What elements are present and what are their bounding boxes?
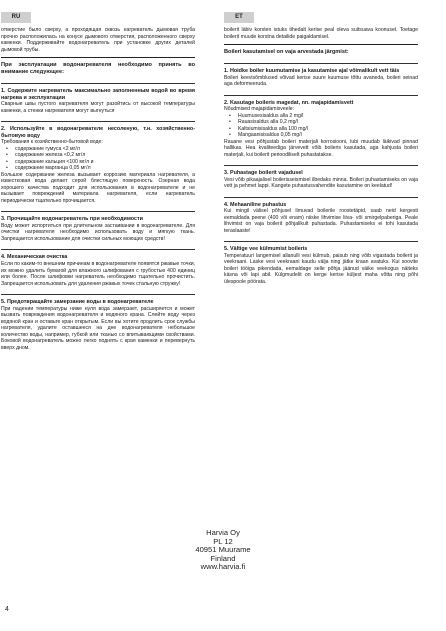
water-requirements-list [1,146,195,172]
language-tag-ru: RU [1,12,31,23]
section-3-body: Vesi võib pikaajalisel boilerisseismisel ilbedaks minna. Boileri puhastamiseks on vaja vett ja pehmet lappi. Kangete puhastusvahendite kasutamine on keelatud! [224,176,418,190]
section-2-intro: Nõudmised majapidamisveele: [224,106,295,113]
list-item: • Mangaanisisaldus 0,05 mg/l [238,132,418,139]
section-5 [1,295,195,354]
section-5-body: При падении температуры ниже нуля вода замерзает, расширяется и может вызвать повреждения водонагревателя и водяного крана. Слейте воду через водяной кран и оставьте кран открытым. Если вы хотите продлить срок службы нагревателя, удалите оставшееся на дне водонагревателя небольшое количество воды, например, губкой или тканью со впитывающими свойствами. Боковой водонагреватель можно легко поднять с края каменки и перевернуть вверх дном. [1,305,195,351]
list-item: • Kaltsiumisisaldus alla 100 mg/l [238,126,418,133]
language-tag-et: ET [224,12,254,23]
section-1-heading: 1. Содержите нагреватель максимально заполненным водой во время нагрева и эксплуатации [1,88,195,101]
section-3 [224,166,418,193]
section-4-heading: 4. Механическая очистка [1,254,68,261]
section-2 [224,96,418,162]
section-1-body: Сварные швы пустого нагревателя могут разойтись от высокой температуры каменки, а стенки нагревателя могут выгнуться [1,101,195,114]
section-4 [1,250,195,290]
section-5 [224,242,418,288]
section-1-heading: 1. Hoidke boiler kuumutamise ja kasutamise ajal võimalikult vett täis [224,68,400,74]
section-2-heading: 2. Используйте в водонагревателе несоленую, т.н. хозяйственно-бытовую воду [1,126,195,139]
list-item: • содержание гумуса <2 мг/л [15,146,195,153]
section-4-body: Если по каким-то внешним причинам в водонагревателе появятся ржавые точки, их можно удалить бумагой для влажного шлифования с грубостью 400 единиц или более. После шлифовки нагреватель необходимо тщательно прочистить. Запрещается использовать для удаления ржавых точек стальную стружку! [1,261,195,287]
section-4 [224,198,418,238]
country: Finland [210,553,236,563]
usage-heading: Boileri kasutamisel on vaja arvestada järgmist: [224,49,349,55]
section-2-intro: Требования к хозяйственно-бытовой воде: [1,139,103,146]
website-link[interactable]: www.harvia.fi [200,562,246,572]
intro-paragraph: boilerit läbiv korsten istuks tihedalt kerise peal oleva suitsuava koonusel. Toetage boilerit muude korstna detailide paigaldamisel. [224,27,418,40]
section-5-body: Temperatuuri langemisel allanulli vesi külmub, paisub ning võib vigastada boilerit ja veekraani. Laske vesi veekraani kaudu välja ning jätke kraan avatuks. Kui soovite boileri tööiga pikendada, eemaldage selle põhja jäänud väike veekogus näiteks käsna või lapi abil. Külgmudelit on kerge kerise küljest maha võtta ning põhi ülespoole pöörata. [224,252,418,285]
section-3-body: Воду может испортиться при длительном застаивании в водонагревателе. Для очистки нагревателя необходимо использовать воду и мягкую ткань. Запрещается использование для очистки сильных моющих средств! [1,222,195,242]
section-2-heading: 2. Kasutage boileris magedat, nn. majapidamisvett [224,99,354,106]
section-2-body: Rauane vesi põhjustab boileri materjali korrosiooni, lubi muudab läikivad pinnad hallikas. Hea kvaliteediga järvevett võib boileris kasutada, aga kahjusta boileri materjali, kui boilerit perioodiliselt puhastatakse. [224,138,418,158]
usage-heading-section [1,58,195,79]
list-item: • содержание железа <0,2 мг/л [15,152,195,159]
section-3-heading: 3. Прочищайте водонагреватель при необходимости [1,216,143,223]
section-3-heading: 3. Puhastage boilerit vajadusel [224,170,303,177]
postal-code-city: 40951 Muurame [195,545,251,555]
list-item: • Rauasisaldus alla 0,2 mg/l [238,119,418,126]
po-box: PL 12 [213,536,233,546]
section-2 [1,122,195,207]
list-item: • содержание кальция <100 мг/л и [15,159,195,166]
russian-column [1,27,195,354]
section-5-heading: 5. Предотвращайте замерзание воды в водонагревателе [1,299,154,306]
intro-paragraph: отверстие было сверху, а проходящая сквозь нагреватель дымовая труба прочно расположилась на конусе дымового отверстия, расположенного сверху каменки. Поддерживайте водонагреватель при установке других деталей дымовой трубы. [1,27,195,53]
usage-heading: При эксплуатации водонагревателя необходимо принять во внимание следующее: [1,62,195,75]
water-requirements-list [224,113,418,139]
list-item: • Huumusesisaldus alla 2 mg/l [238,113,418,120]
section-4-heading: 4. Mehaaniline puhastus [224,201,287,208]
estonian-column [224,27,418,288]
usage-heading-section [224,45,418,59]
company-name: Harvia Oy [206,528,240,537]
company-address [150,529,296,572]
section-1 [1,84,195,117]
section-2-body: Большое содержание железа вызывает коррозию материала нагревателя, а известковая вода делает серой блестящую поверхность. Озерная вода хорошего качества подходит для использования в водонагревателе и не вызывает повреждений материала нагревателя, если нагреватель периодически тщательно прочищается. [1,171,195,204]
section-3 [1,212,195,245]
page-number: 4 [5,606,9,613]
list-item: • содержание марганца 0,05 мг/л [15,165,195,172]
section-5-heading: 5. Vältige vee külmumist boileris [224,246,308,253]
section-4-body: Kui mingil välisel põhjusel ilmuvad boilerile roostetäpid, saab neid kergesti eemaldada peene (400 või enam) niiske lihvimise liiva- või smirgelpaberiga. Peale lihvimist on vaja boilerit põhjalikult puhastada. Puhastamiseks ei tohi kasutada teraslaaste! [224,208,418,234]
section-1-body: Boileri keevisõmblused võivad kerise suure kuumuse tõttu avaneda, boileri seinad aga deformeeruda. [224,74,418,88]
section-1 [224,64,418,91]
